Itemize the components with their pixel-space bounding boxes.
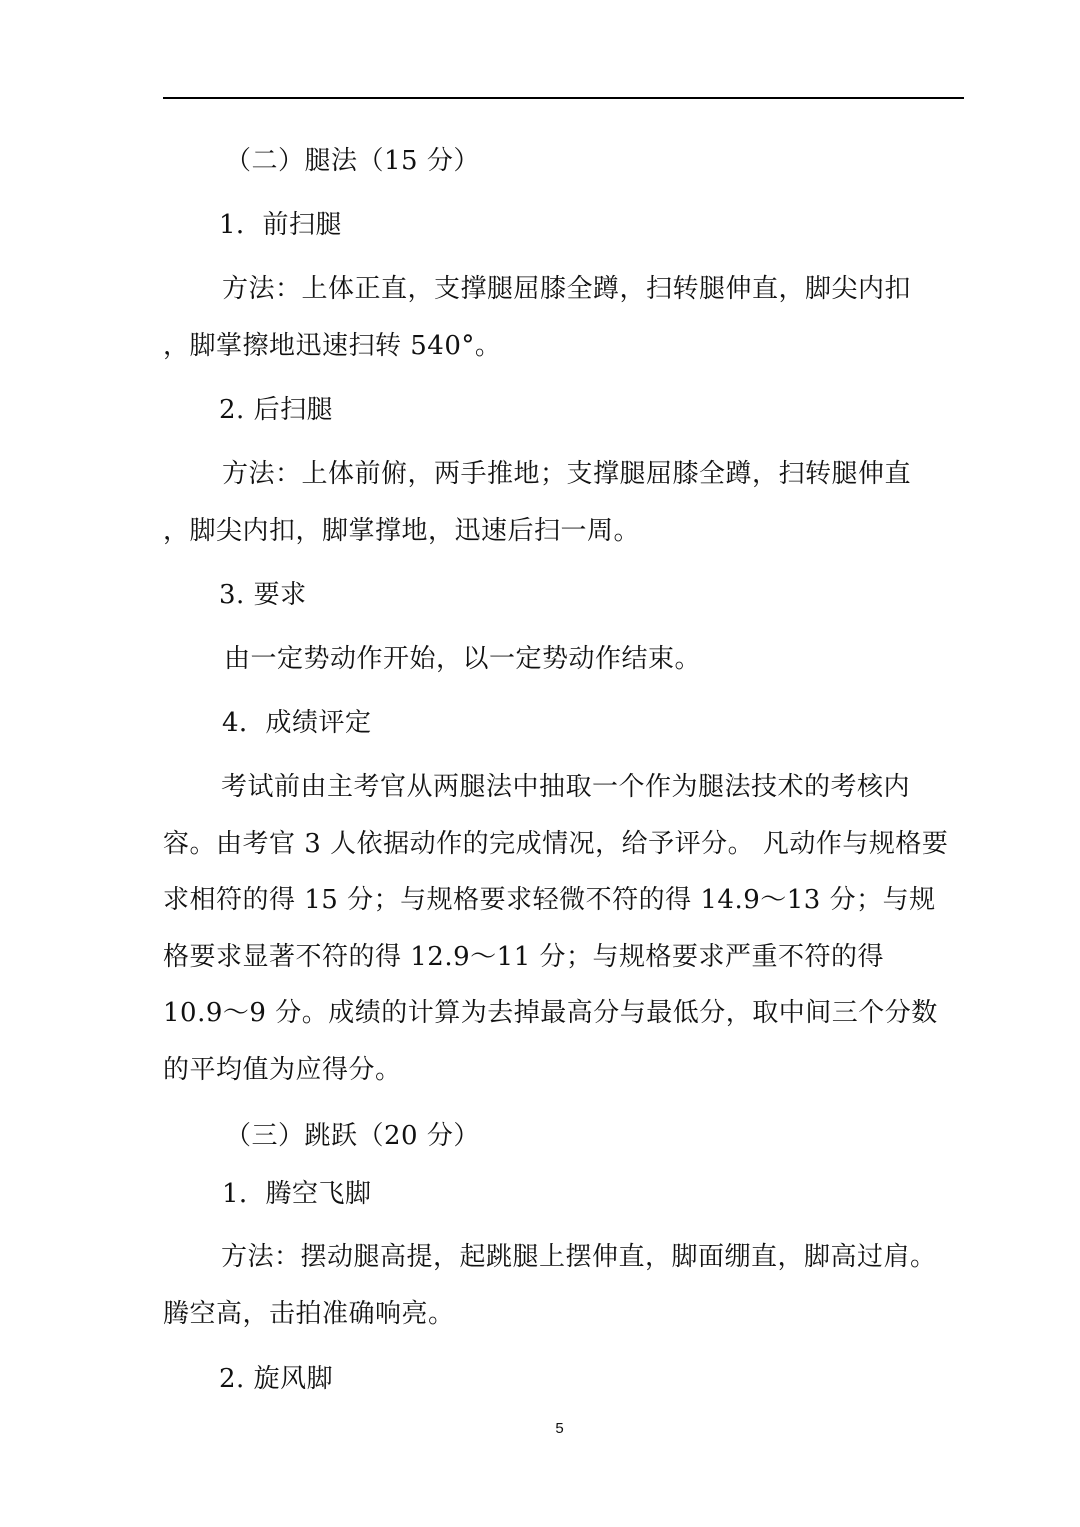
item-method-front-sweep-line-2: ，脚掌擦地迅速扫转 540°。 <box>163 331 502 361</box>
section-heading-leg-techniques: （二）腿法（15 分） <box>225 146 480 176</box>
item-method-back-sweep-line-1: 方法：上体前俯，两手推地；支撑腿屈膝全蹲，扫转腿伸直 <box>222 459 912 489</box>
jump-method-paragraph <box>163 1229 949 1342</box>
item-title-scoring: 4．成绩评定 <box>222 708 372 738</box>
item-title-back-sweep: 2. 后扫腿 <box>219 395 334 425</box>
jump-title-flying-kick: 1．腾空飞脚 <box>222 1179 372 1209</box>
page-number: 5 <box>555 1420 564 1437</box>
scoring-paragraph-text: 考试前由主考官从两腿法中抽取一个作为腿法技术的考核内容。由考官 3 人依据动作的完成情况，给予评分。 凡动作与规格要求相符的得 15 分；与规格要求轻微不符的得 14.9～13 分；与规格要求显著不符的得 12.9～11 分；与规格要求严重不符的得 10.9～9 分。成绩的计算为去掉最高分与最低分，取中间三个分数的平均值为应得分。 <box>163 772 949 1085</box>
item-title-requirements: 3. 要求 <box>219 580 307 610</box>
item-method-back-sweep-line-2: ，脚尖内扣，脚掌撑地，迅速后扫一周。 <box>163 516 641 546</box>
section-heading-jumps: （三）跳跃（20 分） <box>225 1121 480 1151</box>
scoring-paragraph <box>163 759 949 1098</box>
jump-method-text: 方法：摆动腿高提，起跳腿上摆伸直，脚面绷直，脚高过肩。腾空高，击拍准确响亮。 <box>163 1242 937 1329</box>
item-requirements-text: 由一定势动作开始，以一定势动作结束。 <box>224 644 702 674</box>
item-method-front-sweep-line-1: 方法：上体正直，支撑腿屈膝全蹲，扫转腿伸直，脚尖内扣 <box>222 274 912 304</box>
item-title-front-sweep: 1．前扫腿 <box>219 210 343 240</box>
header-rule <box>163 97 964 99</box>
jump-title-whirlwind-kick: 2. 旋风脚 <box>219 1364 334 1394</box>
